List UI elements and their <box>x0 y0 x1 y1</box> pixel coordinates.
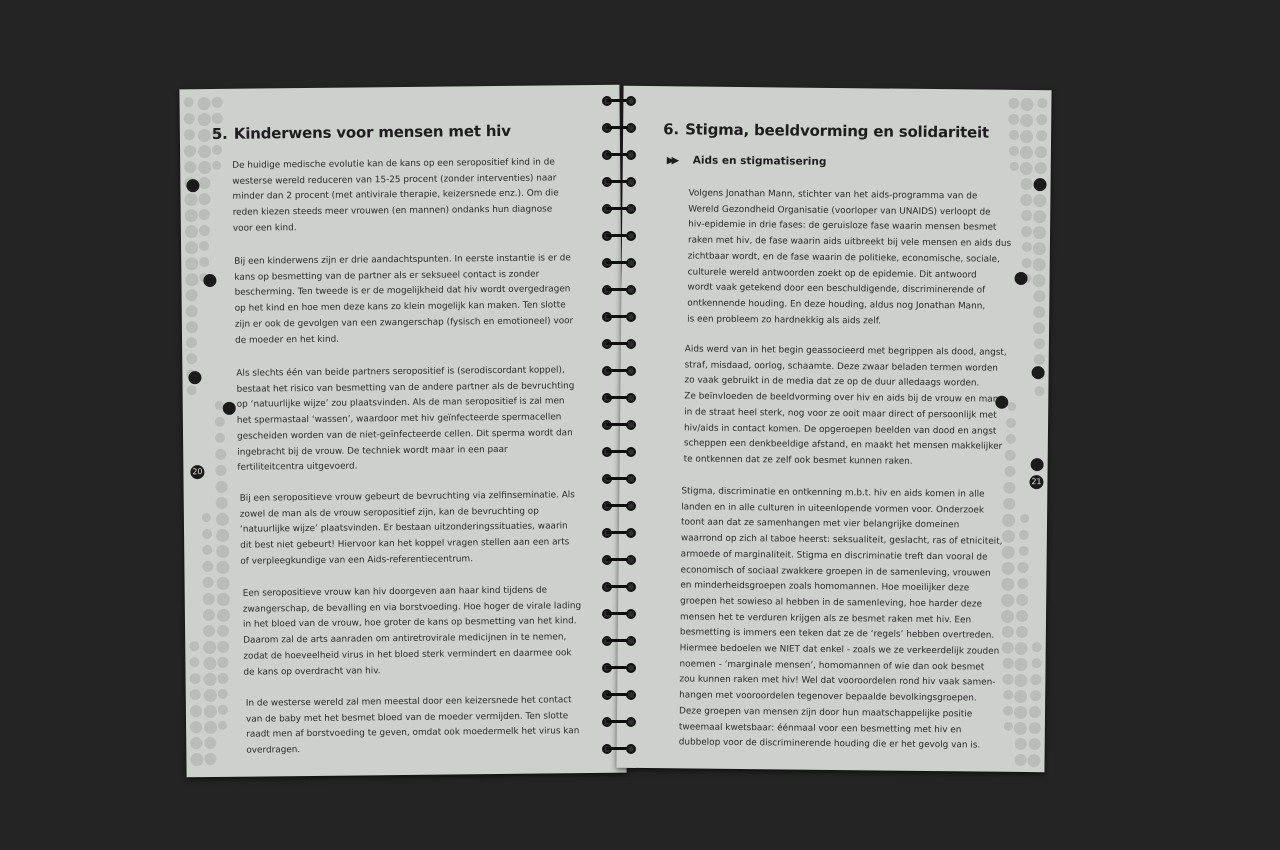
spiral-coil <box>600 122 640 134</box>
decorative-dot <box>1016 594 1028 606</box>
decorative-dot <box>190 753 203 766</box>
decorative-dot <box>198 113 211 126</box>
chapter-title: Stigma, beeldvorming en solidariteit <box>685 120 990 142</box>
decorative-dot <box>183 97 193 107</box>
spiral-coil <box>600 311 640 323</box>
decorative-dot <box>1016 626 1028 638</box>
decorative-dot <box>216 545 229 558</box>
decorative-dot <box>1033 258 1046 271</box>
decorative-dot <box>215 417 225 427</box>
decorative-dot <box>216 513 229 526</box>
decorative-dot <box>1001 562 1014 575</box>
decorative-dot <box>1005 466 1016 477</box>
decorative-dot <box>190 721 202 733</box>
spiral-coil <box>600 95 640 107</box>
paragraph: Als slechts één van beide partners seropositief is (serodiscordant koppel), bestaat het risico van besmetting van de andere partner als de bevruchting op ‘natuurlijke wijze’ zou plaatsvinden. Als de man seropositief is zal men het spermastaal ‘wassen’, waardoor met hiv geïnfecteerde spermacellen gescheiden worden van de niet-geïnfecteerde cellen. Dit sperma wordt dan ingebracht bij de vrouw. De techniek wordt maar in een paar fertiliteitcentra uitgevoerd. <box>236 365 575 473</box>
decorative-dot <box>1009 130 1019 140</box>
decorative-dot <box>189 641 199 651</box>
decorative-dot <box>1036 114 1047 125</box>
decorative-dot <box>204 705 217 718</box>
decorative-dot <box>217 657 228 668</box>
spiral-coil <box>600 257 640 269</box>
decorative-dot <box>1005 450 1016 461</box>
decorative-dot <box>212 161 221 170</box>
decorative-dot <box>1020 146 1033 159</box>
decorative-dot <box>1020 194 1032 206</box>
paragraph: Bij een kinderwens zijn er drie aandachtspunten. In eerste instantie is er de kans op besmetting van de partner als er seksueel contact is zonder bescherming. Ten tweede is er de mogelijkheid dat hiv wordt overgedragen op het kind en hoe men deze kans zo klein mogelijk kan maken. Ten slotte zijn er ook de gevolgen van een zwangerschap (fysisch en emotioneel) voor de moeder en het kind. <box>234 253 574 346</box>
decorative-dot <box>185 257 198 270</box>
decorative-dot <box>203 625 215 637</box>
paragraph: In de westerse wereld zal men meestal door een keizersnede het contact van de baby met het besmet bloed van de moeder vermijden. Ten slotte raadt men af borstvoeding te geven, omdat ook moedermelk het virus kan overdragen. <box>245 695 580 756</box>
decorative-dot <box>215 433 225 443</box>
decorative-dot <box>1030 690 1041 701</box>
spiral-coil <box>600 284 640 296</box>
decorative-dot <box>203 641 216 654</box>
decorative-dot <box>1033 226 1046 239</box>
decorative-dot <box>1015 738 1027 750</box>
decorative-dot <box>1003 690 1013 700</box>
decorative-dot <box>1035 162 1047 174</box>
decorative-dot <box>186 305 198 317</box>
decorative-dot <box>1034 386 1044 396</box>
decorative-dot <box>187 385 197 395</box>
decorative-dot <box>204 753 216 765</box>
spiral-coil <box>600 446 640 458</box>
decorative-dot <box>1004 722 1013 731</box>
paragraph: Stigma, discriminatie en ontkenning m.b.t. hiv en aids komen in alle landen en in alle culturen in uiteenlopende vormen voor. Onderzoek toont aan dat ze samenhangen met vier belangrijke domeinen waarrond op zich al taboe heerst: seksualiteit, geslacht, ras of etniciteit, armoede of marginaliteit. Stigma en discriminatie treft dan vooral de economisch of sociaal zwakkere groepen in de samenleving, vrouwen en minderheidsgroepen zoals homomannen. Hoe moeilijker deze groepen het sowieso al hebben in de samenleving, hoe harder deze mensen het te verduren krijgen als ze besmet raken met hiv. Een besmetting is immers een teken dat ze de ‘regels’ hebben overtreden. Hiermee bedoelen we NIET dat enkel - zoals we ze verkeerdelijk zouden noemen - ‘marginale mensen’, homomannen of wie dan ook besmet zou kunnen raken met hiv! Wel dat vooroordelen rond hiv vaak samen- hangen met vooroordelen tegenover bepaalde bevolkingsgroepen. Deze groepen van mensen zijn door hun maatschappelijke positie tweemaal kwetsbaar: éénmaal voor een besmetting met hiv en dubbelop voor de discriminerende houding die er het gevolg van is. <box>678 486 1003 751</box>
decorative-dot <box>185 273 198 286</box>
decorative-dot <box>1009 146 1019 156</box>
decorative-dot <box>1036 130 1047 141</box>
decorative-dot <box>1017 578 1028 589</box>
decorative-dot <box>203 593 215 605</box>
double-arrow-icon: ▶▶ <box>666 155 677 167</box>
decorative-dot <box>1020 162 1033 175</box>
decorative-dot <box>1032 658 1042 668</box>
subheading-text: Aids en stigmatisering <box>692 154 827 168</box>
spiral-coil <box>600 149 640 161</box>
decorative-dot <box>184 113 195 124</box>
decorative-dot <box>1008 114 1019 125</box>
decorative-dot <box>1020 98 1033 111</box>
decorative-dot <box>217 577 230 590</box>
decorative-dot <box>215 449 226 460</box>
decorative-dot <box>218 721 227 730</box>
decorative-dot <box>1037 98 1047 108</box>
spiral-coil <box>600 554 640 566</box>
decorative-dot <box>1022 258 1032 268</box>
decorative-dot <box>1010 162 1019 171</box>
decorative-dot <box>199 241 209 251</box>
spiral-coil <box>600 608 640 620</box>
decorative-dot <box>1033 290 1045 302</box>
decorative-dot <box>203 609 215 621</box>
decorative-dot <box>217 593 230 606</box>
binder-hole <box>1031 458 1044 471</box>
decorative-dot <box>190 689 201 700</box>
decorative-dot <box>199 225 210 236</box>
decorative-dot <box>204 721 217 734</box>
decorative-dot <box>1032 642 1042 652</box>
paragraph: Bij een seropositieve vrouw gebeurt de bevruchting via zelfinseminatie. Als zowel de man als de vrouw seropositief zijn, kan de bevruchting op ‘natuurlijke wijze’ plaatsvinden. Er bestaan uitzonderingssituaties, waarin dit best niet gebeurt! Hiervoor kan het koppel vragen stellen aan een arts of verpleegkundige van een Aids-referentiecentrum. <box>239 490 575 567</box>
paragraph: De huidige medische evolutie kan de kans op een seropositief kind in de westerse wereld reduceren van 15-25 procent (zonder interventies) naar minder dan 2 procent (met antivirale therapie, keizersnede enz.). Om die reden kiezen steeds meer vrouwen (en mannen) ondanks hun diagnose voor een kind. <box>232 157 559 234</box>
decorative-dot <box>1002 546 1015 559</box>
decorative-dot <box>1021 226 1032 237</box>
decorative-dot <box>1016 610 1028 622</box>
decorative-dot <box>1002 514 1015 527</box>
decorative-dot <box>212 113 223 124</box>
decorative-dot <box>202 545 212 555</box>
spiral-coil <box>600 662 640 674</box>
decorative-dot <box>184 161 196 173</box>
spiral-coil <box>600 581 640 593</box>
decorative-dot <box>1033 194 1046 207</box>
decorative-dot <box>1019 530 1029 540</box>
chapter-number: 5. <box>211 124 228 143</box>
paragraph: Een seropositieve vrouw kan hiv doorgeven aan haar kind tijdens de zwangerschap, de bevalling en via borstvoeding. Hoe hoger de virale lading in het bloed van de vrouw, hoe groter de kans op besmetting van het kind. Daarom zal de arts aanraden om antiretrovirale medicijnen in te nemen, zodat de hoeveelheid virus in het bloed sterk vermindert en daarmee ook de kans op overdracht van hiv. <box>242 585 582 678</box>
spiral-coil <box>600 176 640 188</box>
spiral-coil <box>600 473 640 485</box>
binder-hole <box>188 371 201 384</box>
decorative-dot <box>211 97 222 108</box>
decorative-dot <box>184 145 196 157</box>
decorative-dot <box>186 337 197 348</box>
decorative-dot <box>198 161 211 174</box>
decorative-dot <box>1020 130 1033 143</box>
decorative-dot <box>199 209 210 220</box>
chapter-number: 6. <box>663 120 679 139</box>
decorative-dot <box>189 657 199 667</box>
decorative-dot <box>1008 98 1019 109</box>
decorative-dot <box>1003 706 1013 716</box>
decorative-dot <box>202 513 211 522</box>
spiral-coil <box>600 338 640 350</box>
decorative-dot <box>217 625 229 637</box>
decorative-dot <box>1021 178 1033 190</box>
decorative-dot <box>198 177 210 189</box>
decorative-dot <box>186 321 198 333</box>
decorative-dot <box>197 97 210 110</box>
decorative-dot <box>218 673 229 684</box>
decorative-dot <box>204 737 216 749</box>
spiral-coil <box>600 392 640 404</box>
decorative-dot <box>1015 642 1028 655</box>
decorative-dot <box>215 465 226 476</box>
decorative-dot <box>190 673 201 684</box>
decorative-dot <box>1035 146 1047 158</box>
paragraph: Aids werd van in het begin geassocieerd met begrippen als dood, angst, straf, misdaad, oorlog, schaamte. Deze zwaar beladen termen worden zo vaak gebruikt in de media dat ze op de duur alledaags worden. Ze beïnvloeden de beeldvorming over hiv en aids bij de vrouw en man in de straat heel sterk, nog voor ze ooit maar direct of persoonlijk met hiv/aids in contact komen. De opgeroepen beelden van dood en angst scheppen een denkbeeldige afstand, en maakt het mensen makkelijker te ontkennen dat ze zelf ook besmet kunnen raken. <box>683 344 1007 467</box>
decorative-dot <box>218 705 228 715</box>
decorative-dot <box>1034 354 1045 365</box>
decorative-dot <box>1032 274 1045 287</box>
decorative-dot <box>1002 658 1013 669</box>
decorative-dot <box>202 561 213 572</box>
binder-hole <box>203 274 216 287</box>
decorative-dot <box>203 657 216 670</box>
decorative-dot <box>1034 338 1045 349</box>
spiral-coil <box>600 500 640 512</box>
decorative-dot <box>1007 402 1016 411</box>
decorative-dot <box>1014 658 1027 671</box>
chapter-heading <box>212 122 511 143</box>
binder-hole <box>1032 366 1045 379</box>
decorative-dot <box>1022 242 1032 252</box>
decorative-dot <box>1002 642 1014 654</box>
decorative-dot <box>1003 498 1015 510</box>
decorative-dot <box>1033 242 1046 255</box>
decorative-dot <box>1001 578 1014 591</box>
decorative-dot <box>216 561 229 574</box>
decorative-dot <box>198 145 211 158</box>
decorative-dot <box>203 577 214 588</box>
decorative-dot <box>216 529 229 542</box>
decorative-dot <box>184 193 197 206</box>
decorative-dot <box>1002 626 1014 638</box>
decorative-dot <box>1014 690 1027 703</box>
chapter-heading <box>663 120 989 141</box>
decorative-dot <box>190 705 202 717</box>
decorative-dot <box>186 353 197 364</box>
decorative-dot <box>218 689 228 699</box>
decorative-dot <box>1020 514 1029 523</box>
decorative-dot <box>1003 482 1015 494</box>
decorative-dot <box>186 289 198 301</box>
right-page <box>616 86 1051 772</box>
binder-hole <box>186 179 199 192</box>
spiral-coil <box>600 203 640 215</box>
decorative-dot <box>198 193 210 205</box>
page-number: 21 <box>1029 475 1043 489</box>
spiral-coil <box>600 743 640 755</box>
decorative-dot <box>202 529 212 539</box>
decorative-dot <box>204 689 217 702</box>
spiral-coil <box>600 635 640 647</box>
decorative-dot <box>1030 674 1041 685</box>
decorative-dot <box>185 225 198 238</box>
decorative-dot <box>198 129 211 142</box>
decorative-dot <box>190 737 202 749</box>
decorative-dot <box>199 257 209 267</box>
decorative-dot <box>1018 562 1029 573</box>
decorative-dot <box>216 481 228 493</box>
decorative-dot <box>1014 674 1027 687</box>
decorative-dot <box>1014 754 1026 766</box>
decorative-dot <box>1006 434 1016 444</box>
decorative-dot <box>1014 706 1027 719</box>
chapter-title: Kinderwens voor mensen met hiv <box>233 121 511 143</box>
decorative-dot <box>1014 722 1027 735</box>
decorative-dot <box>1006 418 1016 428</box>
decorative-dot <box>1027 754 1040 767</box>
spiral-coil <box>600 230 640 242</box>
spiral-coil <box>600 365 640 377</box>
decorative-dot <box>217 609 230 622</box>
decorative-dot <box>1033 210 1046 223</box>
binder-hole <box>1015 272 1028 285</box>
left-page <box>179 85 626 778</box>
decorative-dot <box>212 145 222 155</box>
decorative-dot <box>1029 722 1041 734</box>
decorative-dot <box>1001 610 1014 623</box>
spiral-coil <box>600 716 640 728</box>
decorative-dot <box>1002 530 1015 543</box>
decorative-dot <box>1029 706 1041 718</box>
decorative-dot <box>185 209 198 222</box>
page-number: 20 <box>190 465 204 479</box>
decorative-dot <box>1033 322 1045 334</box>
binder-hole <box>1034 178 1047 191</box>
decorative-dot <box>216 497 228 509</box>
decorative-dot <box>184 129 195 140</box>
decorative-dot <box>1002 674 1013 685</box>
paragraph: Volgens Jonathan Mann, stichter van het aids-programma van de Wereld Gezondheid Organisatie (voorloper van UNAIDS) verloopt de hiv-epidemie in drie fases: de geruisloze fase waarin mensen besmet raken met hiv, de fase waarin aids uitbreekt bij vele mensen en aids dus zichtbaar wordt, en de fase waarin de politieke, economische, sociale, culturele wereld antwoorden zoekt op de epidemie. Dit antwoord wordt vaak getekend door een beschuldigende, discriminerende of ontkennende houding. En deze houding, aldus nog Jonathan Mann, is een probleem zo hardnekkig als aids zelf. <box>687 188 1012 327</box>
decorative-dot <box>1033 306 1045 318</box>
decorative-dot <box>1020 114 1033 127</box>
spiral-coil <box>600 419 640 431</box>
decorative-dot <box>1021 210 1032 221</box>
decorative-dot <box>1029 738 1041 750</box>
section-subheading <box>667 154 827 168</box>
decorative-dot <box>1019 546 1029 556</box>
decorative-dot <box>217 641 229 653</box>
decorative-dot <box>204 673 217 686</box>
spiral-coil <box>600 527 640 539</box>
decorative-dot <box>1001 594 1014 607</box>
spiral-coil <box>600 689 640 701</box>
spiral-binding <box>600 95 642 770</box>
decorative-dot <box>185 241 198 254</box>
binder-hole <box>223 402 236 415</box>
